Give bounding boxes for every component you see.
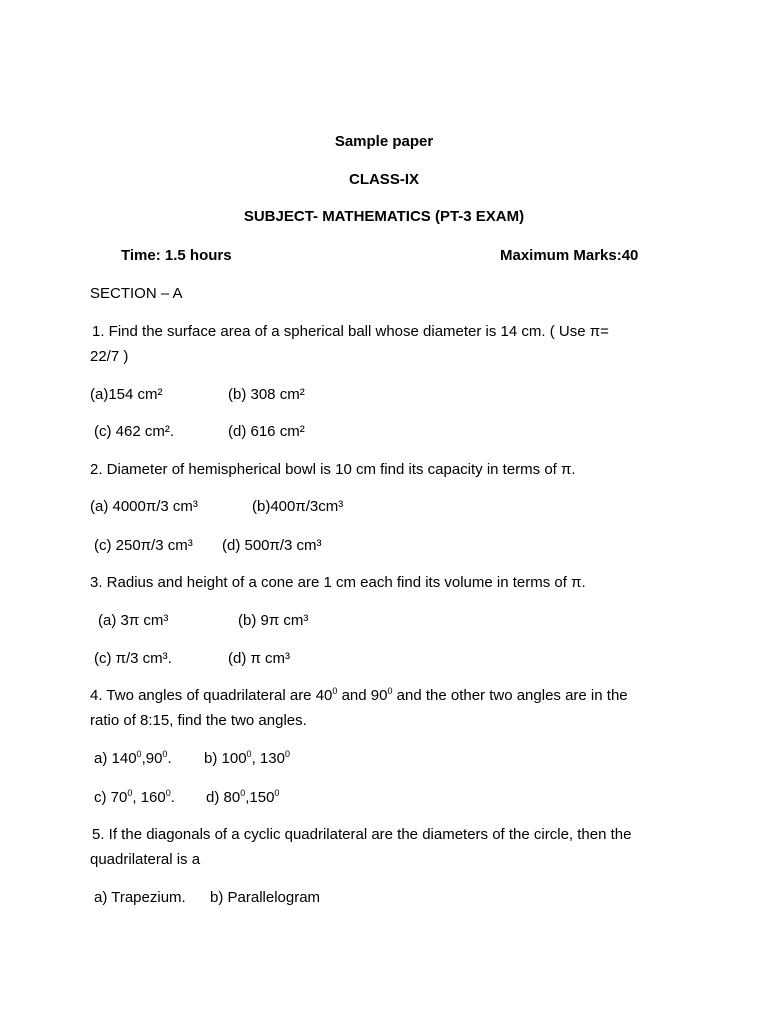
q1-option-c: (c) 462 cm². [94, 423, 175, 440]
q4-c-part: , 160 [132, 789, 166, 806]
question-1-text-cont: 22/7 ) [90, 348, 129, 365]
q2-option-b: (b)400π/3cm³ [252, 498, 344, 515]
q4-b-part: , 130 [251, 750, 285, 767]
question-5-text: 5. If the diagonals of a cyclic quadrilateral are the diameters of the circle, then the [92, 826, 632, 843]
degree-mark: 0 [246, 749, 252, 759]
q3-option-b: (b) 9π cm³ [238, 612, 309, 629]
degree-mark: 0 [127, 788, 133, 798]
q4-c-part: c) 70 [94, 789, 128, 806]
degree-mark: 0 [284, 749, 290, 759]
q4-text-part: and 90 [337, 687, 388, 704]
q5-option-b: b) Parallelogram [210, 889, 321, 906]
section-label: SECTION – A [90, 285, 183, 302]
q4-c-part: . [170, 789, 175, 806]
question-5-text-cont: quadrilateral is a [90, 851, 201, 868]
degree-mark: 0 [240, 788, 246, 798]
q3-option-d: (d) π cm³ [228, 650, 291, 667]
question-4-text [90, 686, 628, 706]
question-1-text: 1. Find the surface area of a spherical ball whose diameter is 14 cm. ( Use π= [92, 323, 609, 340]
q4-d-part: d) 80 [206, 789, 241, 806]
degree-mark: 0 [165, 788, 171, 798]
max-marks-label: Maximum Marks:40 [500, 247, 639, 264]
q4-a-part: a) 140 [94, 750, 137, 767]
q4-option-b [204, 749, 290, 769]
class-label: CLASS-IX [348, 171, 419, 188]
degree-mark: 0 [162, 749, 168, 759]
q4-option-d [206, 788, 279, 808]
subject-label: SUBJECT- MATHEMATICS (PT-3 EXAM) [243, 208, 525, 225]
degree-mark: 0 [274, 788, 280, 798]
q1-option-d: (d) 616 cm² [228, 423, 305, 440]
degree-mark: 0 [332, 686, 338, 696]
degree-mark: 0 [387, 686, 393, 696]
paper-title: Sample paper [334, 133, 434, 150]
question-2-text: 2. Diameter of hemispherical bowl is 10 cm find its capacity in terms of π. [90, 461, 576, 478]
q4-b-part: b) 100 [204, 750, 247, 767]
q1-option-b: (b) 308 cm² [228, 386, 305, 403]
q5-option-a: a) Trapezium. [94, 889, 186, 906]
q3-option-c: (c) π/3 cm³. [94, 650, 172, 667]
q4-d-part: ,150 [245, 789, 275, 806]
q4-option-a [94, 749, 172, 769]
q2-option-c: (c) 250π/3 cm³ [94, 537, 193, 554]
q2-option-a: (a) 4000π/3 cm³ [90, 498, 198, 515]
q4-a-part: ,90 [141, 750, 163, 767]
q4-a-part: . [167, 750, 172, 767]
q2-option-d: (d) 500π/3 cm³ [222, 537, 322, 554]
q4-option-c [94, 788, 175, 808]
q4-text-part: and the other two angles are in the [392, 687, 628, 704]
question-3-text: 3. Radius and height of a cone are 1 cm each find its volume in terms of π. [90, 574, 586, 591]
time-label: Time: 1.5 hours [121, 247, 232, 264]
q3-option-a: (a) 3π cm³ [98, 612, 169, 629]
question-4-text-cont: ratio of 8:15, find the two angles. [90, 712, 307, 729]
q1-option-a: (a)154 cm² [90, 386, 163, 403]
q4-text-part: 4. Two angles of quadrilateral are 40 [90, 687, 333, 704]
degree-mark: 0 [136, 749, 142, 759]
